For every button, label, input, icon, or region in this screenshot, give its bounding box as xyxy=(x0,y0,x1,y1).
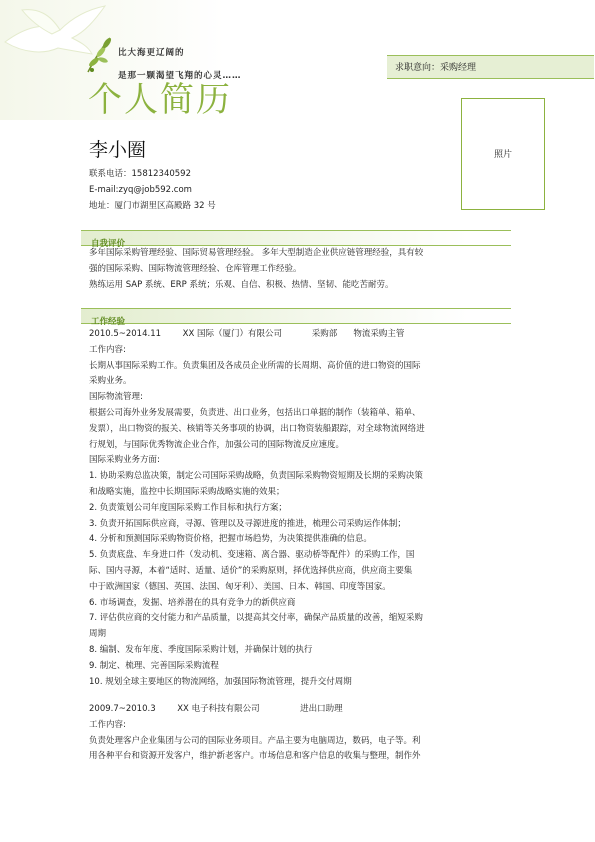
section-self-eval-title: 自我评价 xyxy=(91,239,126,249)
job-1-line: 7. 评估供应商的交付能力和产品质量，以提高其交付率，确保产品质量的改善，缩短采购 xyxy=(89,613,423,624)
job-1-line: 8. 编制、发布年度、季度国际采购计划，并确保计划的执行 xyxy=(89,644,313,655)
job-1-line: 采购业务。 xyxy=(89,376,132,387)
job-1-line: 6. 市场调查，发掘、培养潜在的具有竞争力的新供应商 xyxy=(89,597,296,608)
section-work-title: 工作经验 xyxy=(91,317,126,327)
email-line: E-mail:zyq@job592.com xyxy=(89,185,192,195)
job-1 xyxy=(89,327,519,690)
job-1-line: 4. 分析和预测国际采购物资价格，把握市场趋势，为决策提供准确的信息。 xyxy=(89,534,372,545)
slogan-line-1: 比大海更辽阔的 xyxy=(118,48,185,58)
job-1-line: 1. 协助采购总监决策，制定公司国际采购战略，负责国际采购物资短期及长期的采购决策 xyxy=(89,471,423,482)
section-work xyxy=(81,309,511,327)
photo-placeholder: 照片 xyxy=(461,98,545,210)
job-2-line: 工作内容: xyxy=(89,719,126,730)
section-self-eval xyxy=(81,231,511,249)
job-1-line: 3. 负责开拓国际供应商，寻源、管理以及寻源进度的推进，梳理公司采购运作体制； xyxy=(89,518,406,529)
job-intention xyxy=(387,55,594,79)
job-1-line: 工作内容: xyxy=(89,344,126,355)
job-1-line: 行规划，与国际优秀物流企业合作，加强公司的国际物流反应速度。 xyxy=(89,439,345,450)
self-eval-line: 熟练运用 SAP 系统、ERP 系统；乐观、自信、积极、热情、坚韧、能吃苦耐劳。 xyxy=(89,279,394,290)
job-1-line: 发票），出口物资的报关、核销等关务事项的协调，出口物资装船跟踪，对全球物流网络进 xyxy=(89,423,425,434)
job-2-line: 用各种平台和资源开发客户，维护新老客户。市场信息和客户信息的收集与整理，制作外 xyxy=(89,751,421,762)
job-2 xyxy=(89,702,519,765)
candidate-name: 李小圈 xyxy=(89,139,147,161)
job-1-line: 根据公司海外业务发展需要，负责进、出口业务，包括出口单据的制作（装箱单、箱单、 xyxy=(89,407,421,418)
self-eval-line: 强的国际采购、国际物流管理经验、仓库管理工作经验。 xyxy=(89,263,302,274)
job-1-line: 际、国内寻源，本着“适时、适量、适价”的采购原则，择优选择供应商，供应商主要集 xyxy=(89,565,413,576)
job-1-line: 中于欧洲国家（德国、英国、法国、匈牙利）、美国、日本、韩国、印度等国家。 xyxy=(89,581,391,592)
job-intention-label: 求职意向： xyxy=(395,63,441,73)
job-1-line: 2. 负责策划公司年度国际采购工作目标和执行方案； xyxy=(89,502,287,513)
slogan-line-2: 是那一颗渴望飞翔的心灵…… xyxy=(118,71,242,81)
job-2-header: 2009.7~2010.3 XX 电子科技有限公司 进出口助理 xyxy=(89,704,343,714)
address-line: 地址：厦门市湖里区高殿路 32 号 xyxy=(89,201,216,211)
job-1-line: 周期 xyxy=(89,629,107,640)
job-1-line: 国际物流管理: xyxy=(89,392,143,403)
job-1-line: 国际采购业务方面: xyxy=(89,455,160,466)
self-eval-body xyxy=(89,246,519,293)
resume-title: 个人简历 xyxy=(88,80,232,120)
job-1-header: 2010.5~2014.11 XX 国际（厦门）有限公司 采购部 物流采购主管 xyxy=(89,329,405,339)
olive-branch-icon xyxy=(80,28,120,76)
job-1-line: 5. 负责底盘、车身进口件（发动机、变速箱、离合器、驱动桥等配件）的采购工作，国 xyxy=(89,550,415,561)
self-eval-line: 多年国际采购管理经验、国际贸易管理经验。 多年大型制造企业供应链管理经验，具有较 xyxy=(89,248,424,258)
job-1-line: 10. 规划全球主要地区的物流网络，加强国际物流管理，提升交付周期 xyxy=(89,676,352,687)
job-intention-value: 采购经理 xyxy=(440,63,477,73)
job-1-line: 长期从事国际采购工作。负责集团及各成员企业所需的长周期、高价值的进口物资的国际 xyxy=(89,360,421,371)
phone-line: 联系电话：15812340592 xyxy=(89,169,191,179)
job-1-line: 和战略实施，监控中长期国际采购战略实施的效果； xyxy=(89,486,285,497)
job-2-line: 负责处理客户企业集团与公司的国际业务项目。产品主要为电脑周边，数码，电子等。利 xyxy=(89,735,421,746)
job-1-line: 9. 制定、梳理、完善国际采购流程 xyxy=(89,660,219,671)
